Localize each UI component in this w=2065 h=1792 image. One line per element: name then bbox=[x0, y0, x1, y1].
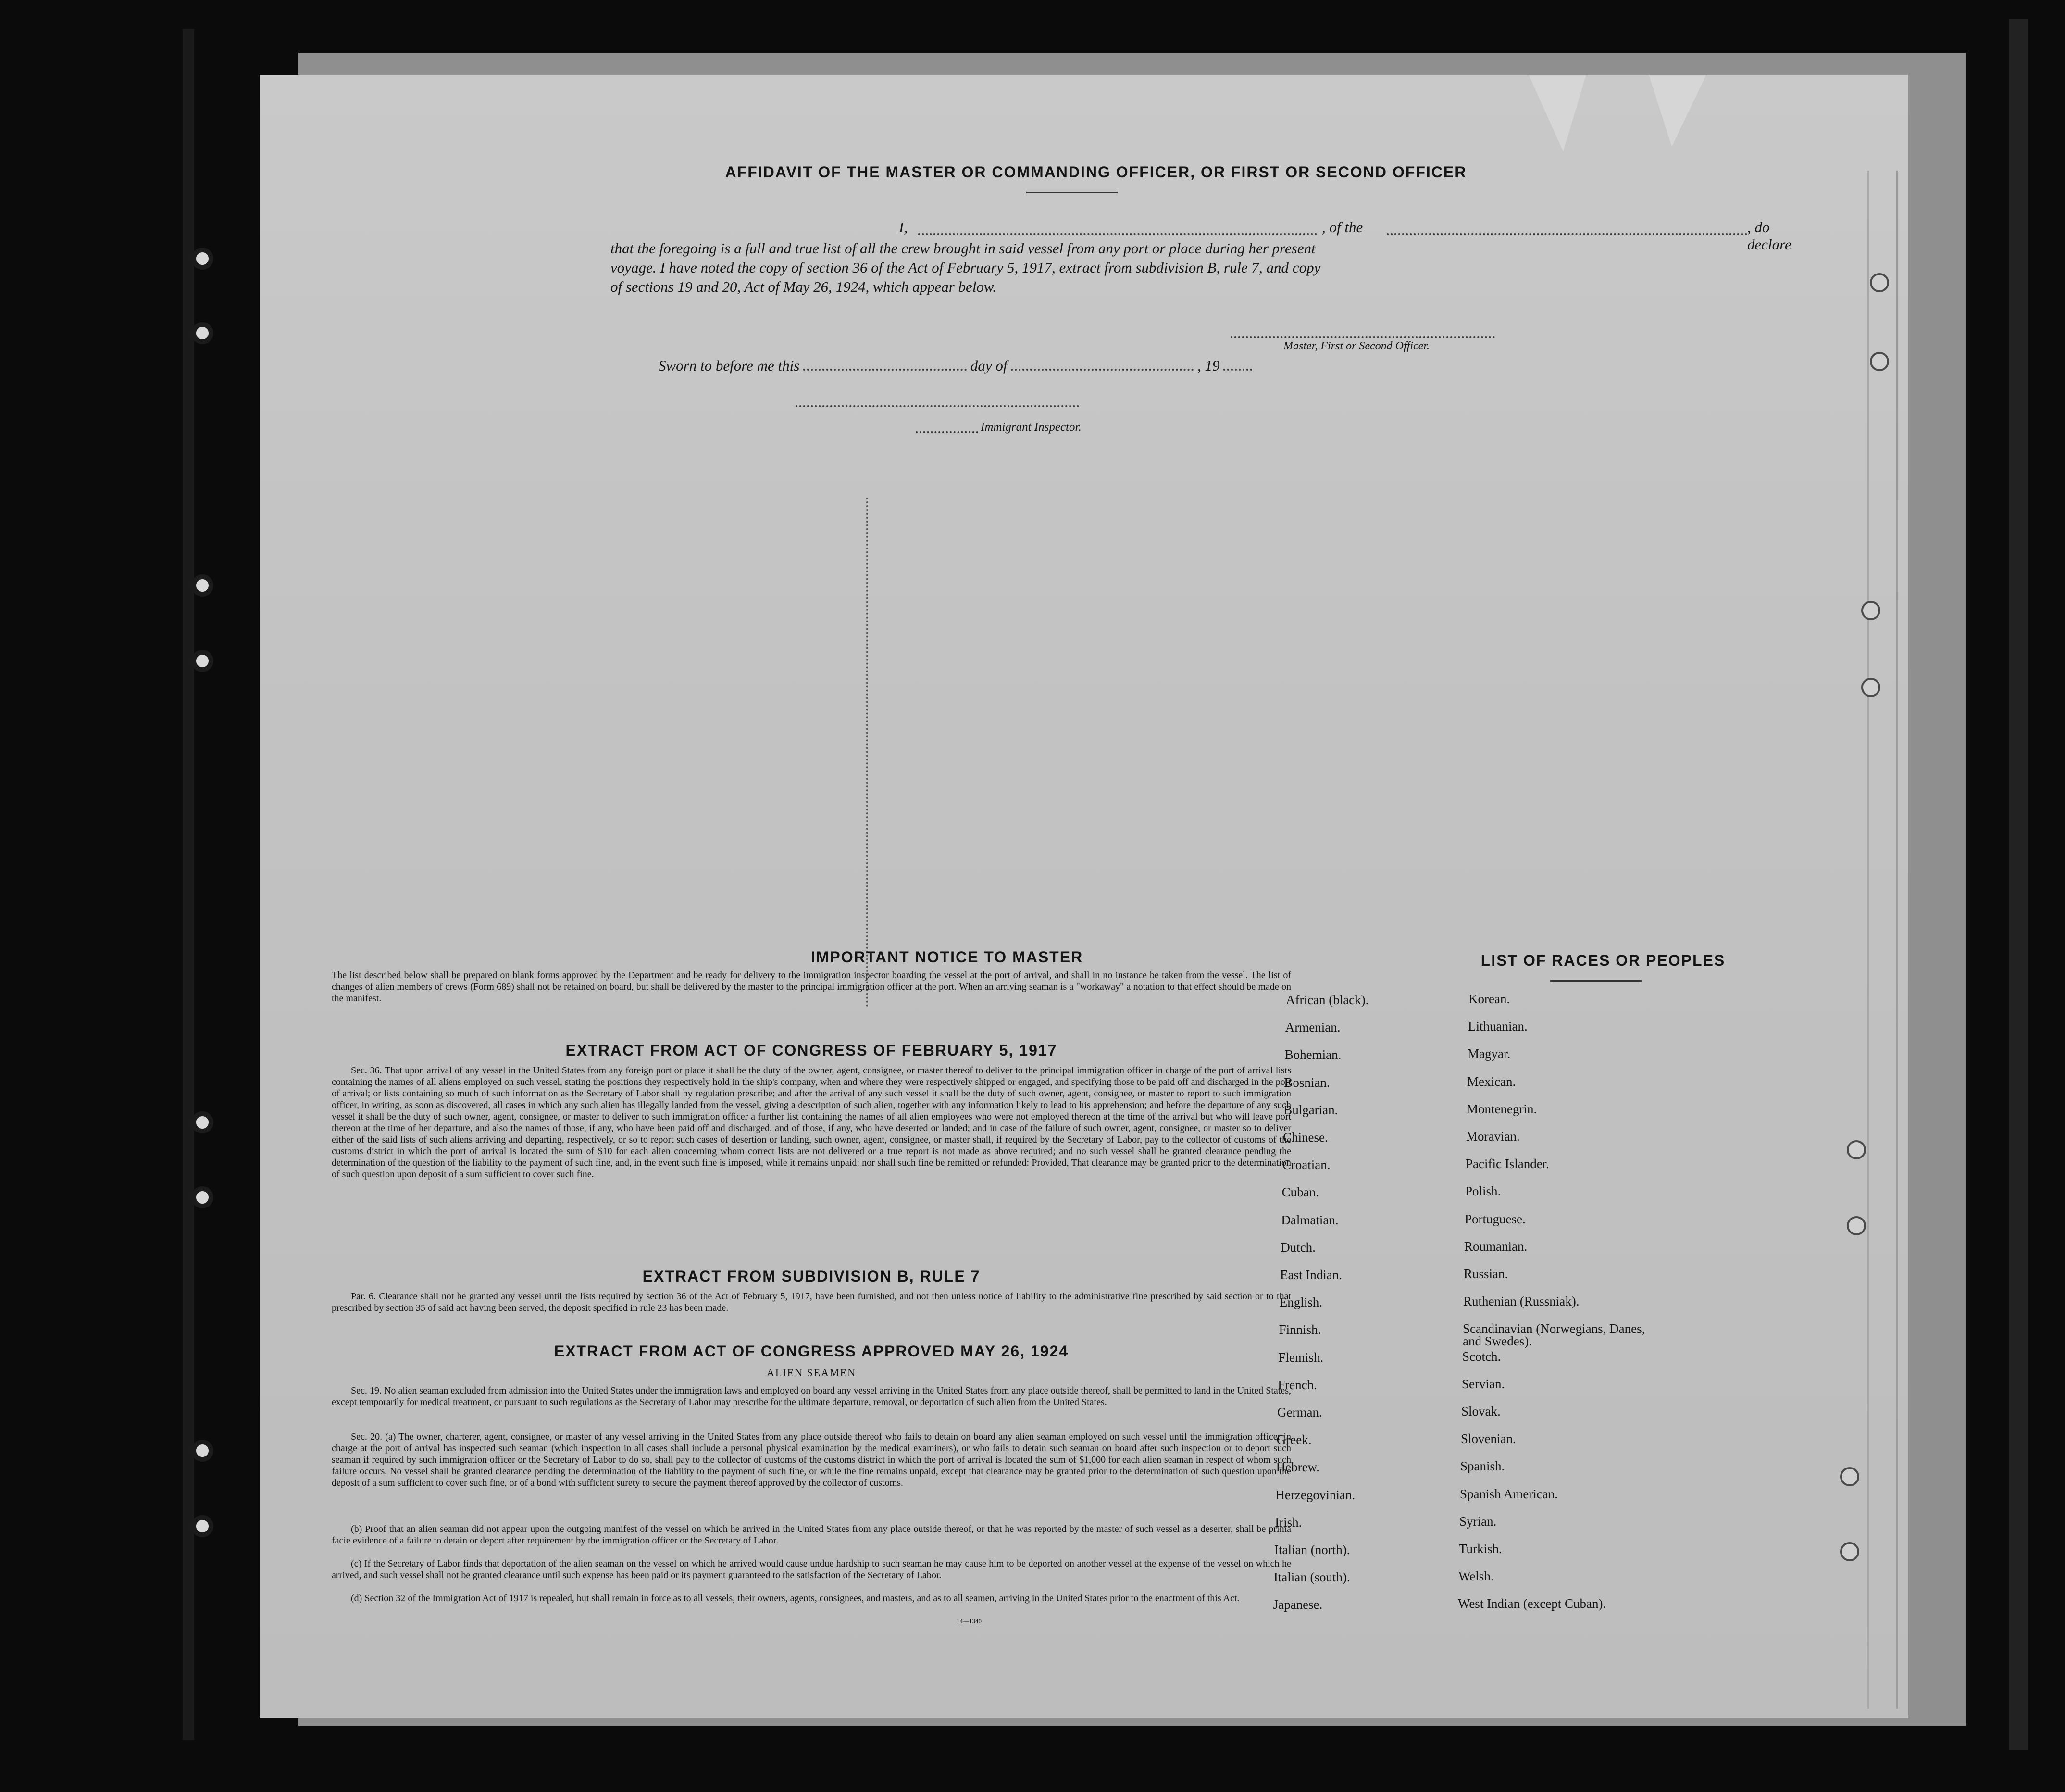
sworn-year-blank bbox=[1223, 369, 1252, 371]
name-blank bbox=[918, 233, 1317, 235]
race-item: Lithuanian. bbox=[1468, 1019, 1528, 1034]
binder-hole bbox=[191, 1111, 213, 1133]
race-item: Cuban. bbox=[1281, 1185, 1319, 1200]
extract-1924-sec19: Sec. 19. No alien seaman excluded from admission into the United States under the immigration laws and employed on board any vessel arriving in the United States from any place outside thereof, shall be permitted to land in the United States, except temporarily for medical treatment, or pursuant to such regulations as the Secretary of Labor may prescribe for the ultimate departure, removal, or deportation of such alien from the United States. bbox=[332, 1385, 1291, 1407]
race-item: Turkish. bbox=[1459, 1542, 1502, 1556]
race-item: Irish. bbox=[1275, 1515, 1302, 1530]
race-item: Polish. bbox=[1465, 1184, 1501, 1199]
sworn-day-blank bbox=[803, 369, 967, 371]
extract-rule7-text: Par. 6. Clearance shall not be granted any vessel until the lists required by section 36 of the Act of February 5, 1917, have been furnished, and not then unless notice of liability to the administrative fine prescribed by said section or to that prescribed by section 35 of said act having been served, the deposit specified in rule 23 has been made. bbox=[332, 1291, 1291, 1313]
binder-hole bbox=[191, 248, 213, 270]
race-item: Scotch. bbox=[1462, 1349, 1501, 1364]
declare-i: I, bbox=[899, 219, 908, 236]
reinforcement-ring bbox=[1870, 352, 1889, 371]
race-item: Armenian. bbox=[1285, 1020, 1341, 1035]
declaration-line-2: voyage. I have noted the copy of section 36 of the Act of February 5, 1917, extract from subdivision B, rule 7, and copy bbox=[610, 259, 1321, 276]
document-page bbox=[260, 75, 1908, 1718]
form-number: 14—1340 bbox=[957, 1618, 982, 1625]
extract-1924-title: EXTRACT FROM ACT OF CONGRESS APPROVED MAY 26, 1924 bbox=[554, 1343, 1069, 1360]
binder-hole bbox=[191, 650, 213, 672]
race-item: Bohemian. bbox=[1284, 1047, 1342, 1062]
race-item: Pacific Islander. bbox=[1466, 1157, 1549, 1171]
race-item: Mexican. bbox=[1467, 1074, 1516, 1089]
race-item: Roumanian. bbox=[1464, 1239, 1528, 1254]
extract-rule7-title: EXTRACT FROM SUBDIVISION B, RULE 7 bbox=[642, 1268, 981, 1285]
extract-1924-sec20b: (b) Proof that an alien seaman did not appear upon the outgoing manifest of the vessel on which he arrived in the United States from any place outside thereof, or that he was reported by the master of such vessel as a deserter, shall be prima facie evidence of a failure to detain or deport after requirement by the immigration officer or the Secretary of Labor. bbox=[332, 1524, 1291, 1546]
extract-1917-text: Sec. 36. That upon arrival of any vessel in the United States from any foreign port or place it shall be the duty of the owner, agent, consignee, or master thereof to deliver to the principal immigration officer in charge of the port of arrival lists containing the names of all aliens employed on such vessel, stating the positions they respectively hold in the ship's company, when and where they were respectively shipped or engaged, and specifying those to be paid off and discharged in the port of arrival; or lists containing so much of such information as the Secretary of Labor shall by regulation prescribe; and after the arrival of any such vessel it shall be the duty of such owner, agent, consignee, or master to report to such immigration officer, in writing, as soon as discovered, all cases in which any such alien has illegally landed from the vessel, giving a description of such alien, together with any information likely to lead to his apprehension; and before the departure of any such vessel it shall be the duty of such owner, agent, consignee, or master to deliver to such immigration officer a further list containing the names of all alien employees who were not employed thereon at the time of the arrival but who will leave port thereon at the time of her departure, and also the names of those, if any, who have been paid off and discharged, and of those, if any, who have deserted or landed; and in case of the failure of such owner, agent, consignee, or master so to deliver either of the said lists of such aliens arriving and departing, respectively, or so to report such cases of desertion or landing, such owner, agent, consignee, or master shall, if required by the Secretary of Labor, pay to the collector of customs of the customs district in which the port of arrival is located the sum of $10 for each alien concerning whom correct lists are not delivered or a true report is not made as above required; and no such vessel shall be granted clearance pending the determination of the question of the liability to the payment of such fine, and, in the event such fine is imposed, while it remains unpaid; nor shall such fine be remitted or refunded: Provided, That clearance may be granted prior to the determination of such question upon deposit of a sum sufficient to cover such fine. bbox=[332, 1065, 1291, 1180]
extract-1917-title: EXTRACT FROM ACT OF CONGRESS OF FEBRUARY 5, 1917 bbox=[565, 1042, 1057, 1059]
race-item: Japanese. bbox=[1273, 1597, 1323, 1612]
torn-tab bbox=[1649, 75, 1706, 147]
master-signature-blank bbox=[1231, 336, 1495, 338]
race-item: French. bbox=[1278, 1377, 1317, 1392]
race-item: West Indian (except Cuban). bbox=[1458, 1596, 1606, 1611]
race-item: Chinese. bbox=[1283, 1130, 1328, 1145]
reinforcement-ring bbox=[1847, 1216, 1866, 1235]
extract-1924-sec20d: (d) Section 32 of the Immigration Act of 1917 is repealed, but shall remain in force as to all vessels, their owners, agents, consignees, and masters, and as to all seamen, arriving in the United States prior to the enactment of this Act. bbox=[351, 1593, 1240, 1604]
race-item: Bulgarian. bbox=[1283, 1102, 1338, 1117]
ledger-line bbox=[1867, 171, 1869, 1709]
races-title: LIST OF RACES OR PEOPLES bbox=[1480, 952, 1726, 969]
declare-of-the: , of the bbox=[1322, 219, 1363, 236]
sworn-month-blank bbox=[1011, 369, 1194, 371]
binder-hole bbox=[191, 322, 213, 344]
reinforcement-ring bbox=[1861, 601, 1880, 620]
race-item: Servian. bbox=[1462, 1376, 1505, 1391]
alien-seamen-subtitle: ALIEN SEAMEN bbox=[767, 1367, 856, 1379]
race-item: Spanish American. bbox=[1460, 1486, 1558, 1501]
races-title-underline bbox=[1550, 980, 1642, 982]
sworn-prefix: Sworn to before me this bbox=[659, 357, 800, 374]
race-item: German. bbox=[1277, 1405, 1322, 1419]
race-item: Croatian. bbox=[1282, 1157, 1331, 1172]
race-item: African (black). bbox=[1286, 993, 1369, 1007]
reinforcement-ring bbox=[1840, 1467, 1859, 1486]
torn-tab bbox=[1529, 75, 1586, 151]
race-item: Ruthenian (Russniak). bbox=[1463, 1294, 1580, 1309]
notice-title: IMPORTANT NOTICE TO MASTER bbox=[810, 948, 1083, 966]
reinforcement-ring bbox=[1870, 273, 1889, 292]
race-item: East Indian. bbox=[1280, 1268, 1342, 1282]
race-item: Dalmatian. bbox=[1281, 1212, 1339, 1227]
race-item: Portuguese. bbox=[1465, 1211, 1526, 1226]
race-item: Greek. bbox=[1276, 1432, 1312, 1447]
notice-text: The list described below shall be prepared on blank forms approved by the Department and be ready for delivery to the immigration inspector boarding the vessel at the port of arrival, and shall in no instance be taken from the vessel. The list of changes of alien members of crews (Form 689) shall not be retained on board, but shall be delivered by the master to the principal immigration officer at the port. When an arriving seaman is a "workaway" a notation to that effect should be made on the manifest. bbox=[332, 970, 1291, 1004]
sworn-line bbox=[659, 357, 1252, 374]
scan-border-left bbox=[183, 29, 194, 1740]
race-item: Korean. bbox=[1468, 992, 1510, 1006]
race-item: Dutch. bbox=[1281, 1240, 1316, 1255]
race-item: Finnish. bbox=[1279, 1322, 1321, 1337]
race-item: Russian. bbox=[1464, 1267, 1508, 1281]
race-item: Scandinavian (Norwegians, Danes, and Swedes). bbox=[1463, 1321, 1645, 1349]
vessel-blank bbox=[1387, 233, 1747, 235]
race-item: Montenegrin. bbox=[1467, 1101, 1537, 1116]
inspector-signature-blank bbox=[796, 405, 1079, 407]
declaration-line-3: of sections 19 and 20, Act of May 26, 1924, which appear below. bbox=[610, 278, 997, 295]
extract-1924-sec20a: Sec. 20. (a) The owner, charterer, agent, consignee, or master of any vessel arriving in the United States from any place outside thereof who fails to detain on board any alien seaman employed on such vessel until the immigration officer in charge at the port of arrival has inspected such seaman (which inspection in all cases shall include a personal physical examination by the medical examiners), or who fails to detain such seaman on board after such inspection or to deport such seaman if required by such immigration officer or the Secretary of Labor to do so, shall pay to the collector of customs of the customs district in which the port of arrival is located the sum of $1,000 for each alien seaman in respect of whom such failure occurs. No vessel shall be granted clearance pending the determination of the liability to the payment of such fine, or while the fine remains unpaid, except that clearance may be granted prior to the determination of such question upon the deposit of a sum sufficient to cover such fine, or of a bond with sufficient surety to secure the payment thereof approved by the collector of customs. bbox=[332, 1431, 1291, 1488]
declaration-line-1: that the foregoing is a full and true list of all the crew brought in said vessel from any port or place during her present bbox=[610, 240, 1316, 257]
race-item: Slovak. bbox=[1461, 1404, 1501, 1419]
declaration-body bbox=[610, 239, 1788, 297]
binder-hole bbox=[191, 1515, 213, 1537]
scan-border-right bbox=[2009, 19, 2028, 1750]
sworn-year: , 19 bbox=[1197, 357, 1220, 374]
race-item: English. bbox=[1279, 1295, 1323, 1310]
declare-end: , do declare bbox=[1747, 219, 1791, 253]
fold-marks bbox=[866, 498, 868, 1007]
race-item: Italian (north). bbox=[1274, 1543, 1350, 1557]
race-item: Magyar. bbox=[1468, 1046, 1511, 1061]
master-signature-label: Master, First or Second Officer. bbox=[1283, 340, 1430, 352]
race-item: Hebrew. bbox=[1276, 1460, 1320, 1475]
race-item: Italian (south). bbox=[1273, 1570, 1350, 1585]
binder-hole bbox=[191, 1440, 213, 1462]
race-item: Flemish. bbox=[1278, 1350, 1324, 1365]
binder-hole bbox=[191, 1186, 213, 1208]
race-item: Bosnian. bbox=[1284, 1075, 1330, 1090]
race-item: Slovenian. bbox=[1461, 1431, 1516, 1446]
affidavit-title: AFFIDAVIT OF THE MASTER OR COMMANDING OFFICER, OR FIRST OR SECOND OFFICER bbox=[725, 163, 1467, 181]
reinforcement-ring bbox=[1847, 1140, 1866, 1159]
binder-hole bbox=[191, 574, 213, 597]
inspector-dots bbox=[916, 431, 978, 433]
ledger-line bbox=[1896, 171, 1898, 1709]
race-item: Spanish. bbox=[1460, 1459, 1505, 1474]
race-item: Welsh. bbox=[1458, 1569, 1494, 1584]
reinforcement-ring bbox=[1840, 1542, 1859, 1561]
title-underline bbox=[1026, 192, 1118, 193]
race-item: Herzegovinian. bbox=[1275, 1487, 1356, 1502]
sworn-day: day of bbox=[970, 357, 1008, 374]
extract-1924-sec20c: (c) If the Secretary of Labor finds that deportation of the alien seaman on the vessel on which he arrived would cause undue hardship to such seaman he may cause him to be deported on another vessel at the expense of the vessel on which he arrived, and such vessel shall not be granted clearance until such expense has been paid or its payment guaranteed to the satisfaction of the Secretary of Labor. bbox=[332, 1558, 1291, 1580]
race-item: Moravian. bbox=[1466, 1129, 1520, 1144]
race-item: Syrian. bbox=[1459, 1514, 1497, 1529]
inspector-label: Immigrant Inspector. bbox=[981, 421, 1082, 434]
reinforcement-ring bbox=[1861, 678, 1880, 697]
